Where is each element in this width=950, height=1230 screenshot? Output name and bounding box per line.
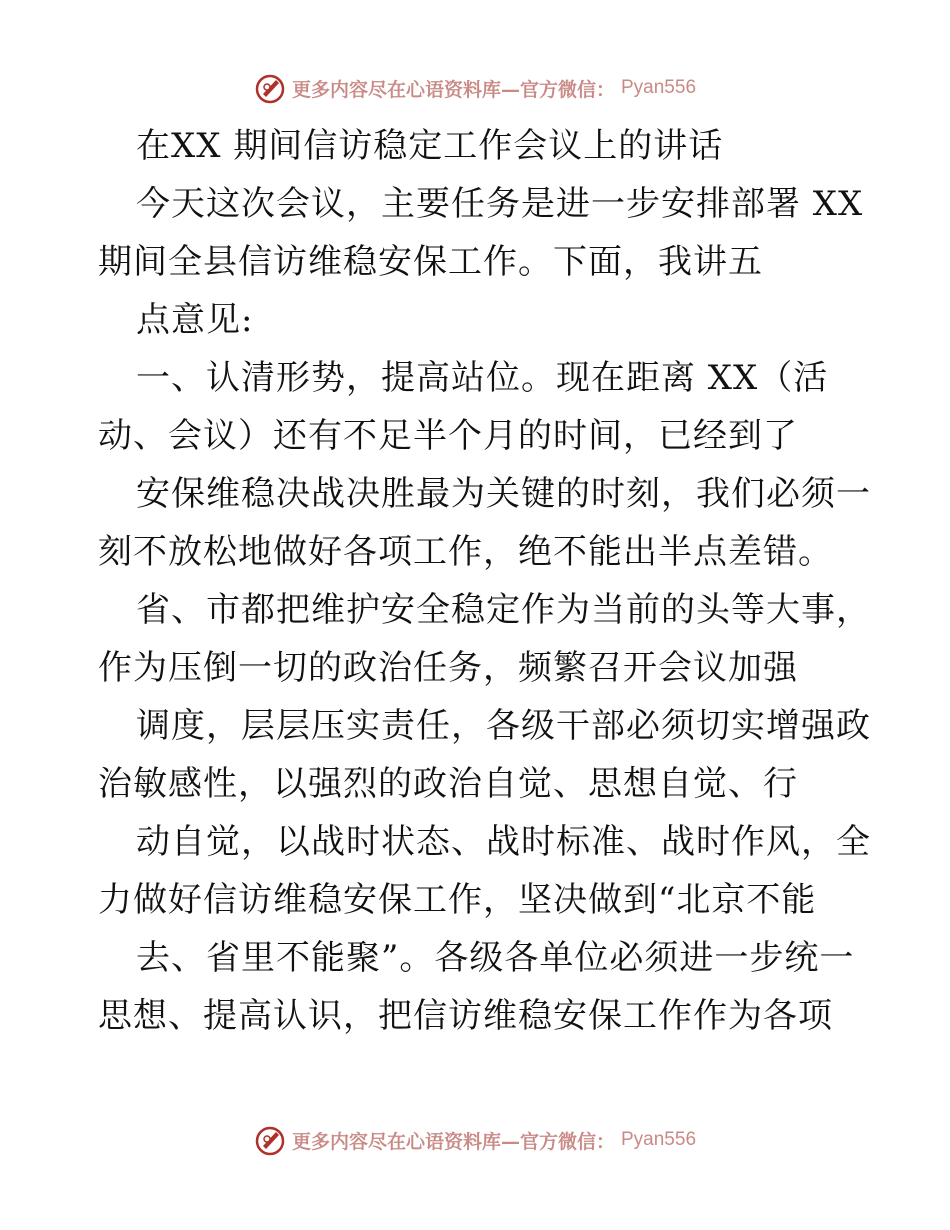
watermark-header: [0, 72, 950, 104]
paragraph-line: 治敏感性，以强烈的政治自觉、思想自觉、行: [98, 764, 798, 804]
watermark-text: 更多内容尽在心语资料库—官方微信：: [291, 1130, 615, 1153]
paragraph-line: 省、市都把维护安全稳定作为当前的头等大事，: [136, 590, 871, 630]
watermark-text: 更多内容尽在心语资料库—官方微信：: [291, 78, 615, 101]
document-title: 在XX 期间信访稳定工作会议上的讲话: [136, 126, 724, 166]
paragraph-line: 刻不放松地做好各项工作，绝不能出半点差错。: [98, 532, 833, 572]
watermark-logo-icon: [254, 1124, 286, 1156]
paragraph-line: 点意见:: [136, 300, 254, 340]
paragraph-line: 作为压倒一切的政治任务，频繁召开会议加强: [98, 648, 798, 688]
watermark-handle: Pyan556: [621, 1129, 697, 1150]
paragraph-line: 期间全县信访维稳安保工作。下面，我讲五: [98, 242, 763, 282]
watermark-footer: [0, 1124, 950, 1156]
paragraph-line: 调度，层层压实责任，各级干部必须切实增强政: [136, 706, 871, 746]
paragraph-line: 一、认清形势，提高站位。现在距离 XX（活: [136, 358, 829, 398]
paragraph-line: 动自觉，以战时状态、战时标准、战时作风，全: [136, 822, 871, 862]
paragraph-line: 力做好信访维稳安保工作，坚决做到“北京不能: [98, 880, 817, 920]
paragraph-line: 今天这次会议，主要任务是进一步安排部署 XX: [136, 184, 864, 224]
paragraph-line: 动、会议）还有不足半个月的时间，已经到了: [98, 416, 798, 456]
paragraph-line: 思想、提高认识，把信访维稳安保工作作为各项: [98, 996, 833, 1036]
paragraph-line: 去、省里不能聚”。各级各单位必须进一步统一: [136, 938, 855, 978]
watermark-logo-icon: [254, 72, 286, 104]
watermark-handle: Pyan556: [621, 77, 697, 98]
paragraph-line: 安保维稳决战决胜最为关键的时刻，我们必须一: [136, 474, 871, 514]
